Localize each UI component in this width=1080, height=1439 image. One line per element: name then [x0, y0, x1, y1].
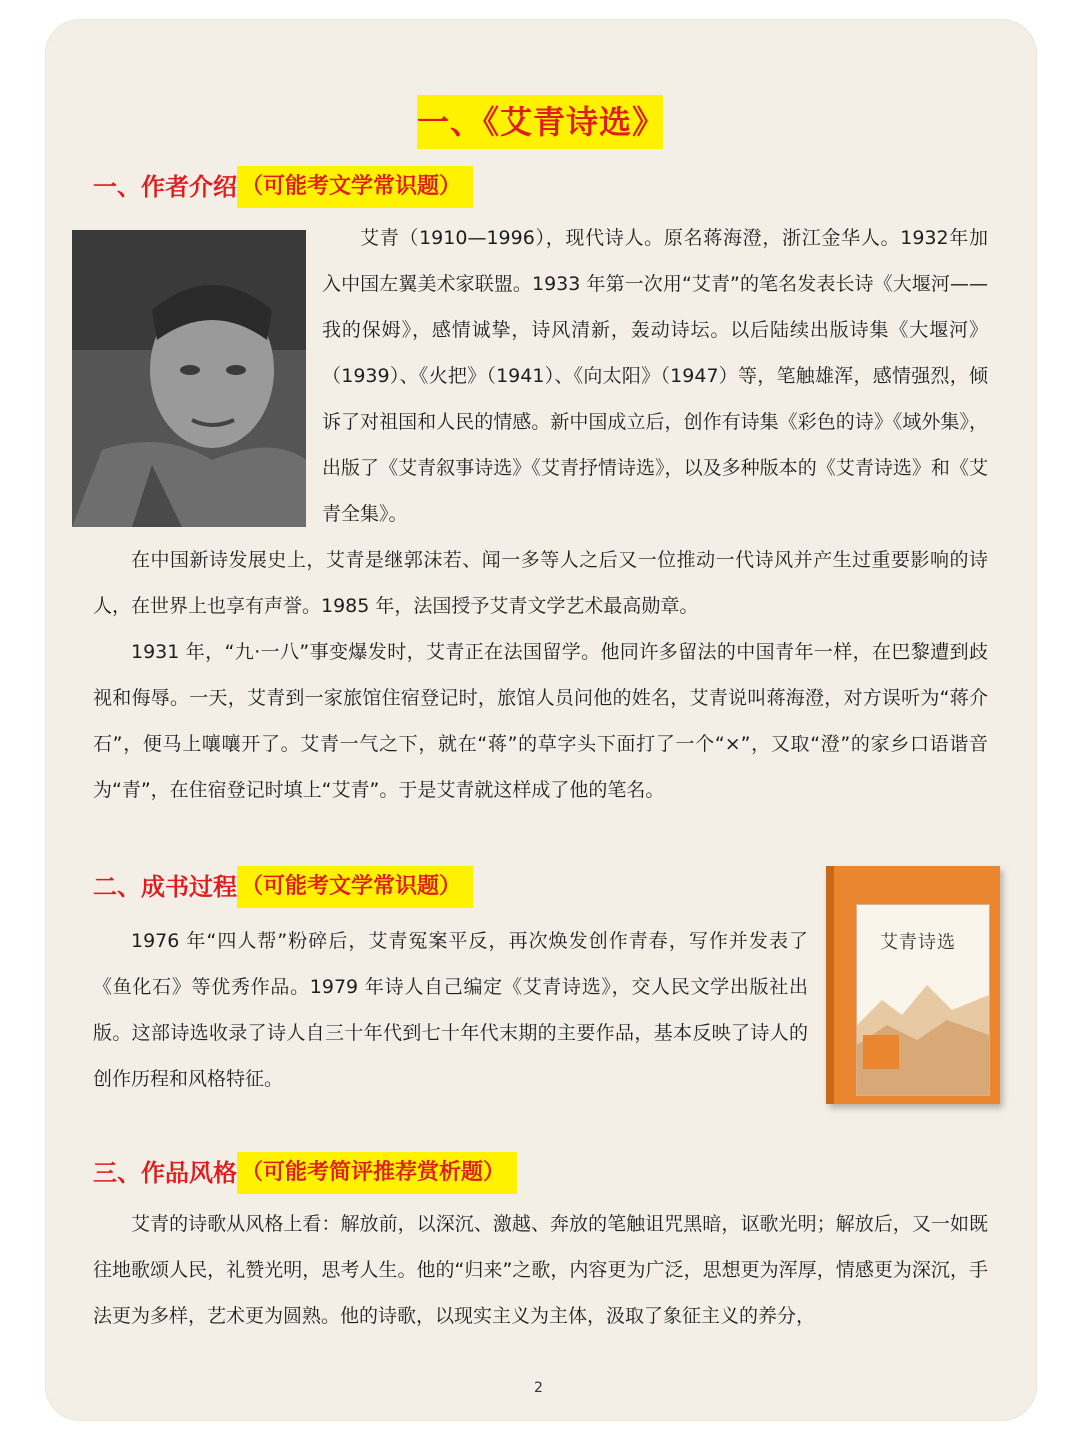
- section-2-heading-text: 二、成书过程: [93, 873, 237, 901]
- section-2-paragraph-1: 1976 年“四人帮”粉碎后，艾青冤案平反，再次焕发创作青春，写作并发表了《鱼化石》等优秀作品。1979 年诗人自己编定《艾青诗选》，交人民文学出版社出版。这部诗选收录了诗人自三十年代到七十年代末期的主要作品，基本反映了诗人的创作历程和风格特征。: [93, 930, 808, 1090]
- section-3-heading-text: 三、作品风格: [93, 1159, 237, 1187]
- section-2-heading: [93, 866, 473, 908]
- section-1-paragraph-1: 艾青（1910—1996），现代诗人。原名蒋海澄，浙江金华人。1932年加入中国左翼美术家联盟。1933 年第一次用“艾青”的笔名发表长诗《大堰河——我的保姆》，感情诚挚，诗风清新，轰动诗坛。以后陆续出版诗集《大堰河》（1939）、《火把》（1941）、《向太阳》（1947）等，笔触雄浑，感情强烈，倾诉了对祖国和人民的情感。新中国成立后，创作有诗集《彩色的诗》《域外集》，出版了《艾青叙事诗选》《艾青抒情诗选》，以及多种版本的《艾青诗选》和《艾青全集》。: [322, 227, 988, 525]
- section-1-heading-text: 一、作者介绍: [93, 173, 237, 201]
- section-2-note: （可能考文学常识题）: [237, 866, 473, 908]
- section-1-note: （可能考文学常识题）: [237, 166, 473, 208]
- section-1-paragraph-2: 在中国新诗发展史上，艾青是继郭沫若、闻一多等人之后又一位推动一代诗风并产生过重要影响的诗人，在世界上也享有声誉。1985 年，法国授予艾青文学艺术最高勋章。: [93, 549, 988, 617]
- page-number: 2: [534, 1380, 543, 1396]
- section-3-paragraph-1: 艾青的诗歌从风格上看：解放前，以深沉、激越、奔放的笔触诅咒黑暗，讴歌光明；解放后，又一如既往地歌颂人民，礼赞光明，思考人生。他的“归来”之歌，内容更为广泛，思想更为浑厚，情感更为深沉，手法更为多样，艺术更为圆熟。他的诗歌，以现实主义为主体，汲取了象征主义的养分，: [93, 1213, 988, 1327]
- section-1-paragraph-3: 1931 年，“九·一八”事变爆发时，艾青正在法国留学。他同许多留法的中国青年一样，在巴黎遭到歧视和侮辱。一天，艾青到一家旅馆住宿登记时，旅馆人员问他的姓名，艾青说叫蒋海澄，对方误听为“蒋介石”，便马上嚷嚷开了。艾青一气之下，就在“蒋”的草字头下面打了一个“×”，又取“澄”的家乡口语谐音为“青”，在住宿登记时填上“艾青”。于是艾青就这样成了他的笔名。: [93, 641, 988, 801]
- portrait-image: [72, 230, 306, 527]
- section-1-heading: [93, 166, 473, 208]
- book-cover-image: [826, 866, 1000, 1104]
- section-3-heading: [93, 1152, 517, 1194]
- section-3-note: （可能考简评推荐赏析题）: [237, 1152, 517, 1194]
- page-title: 一、《艾青诗选》: [417, 95, 663, 149]
- author-portrait: [72, 230, 306, 527]
- book-cover-title: 艾青诗选: [880, 932, 956, 953]
